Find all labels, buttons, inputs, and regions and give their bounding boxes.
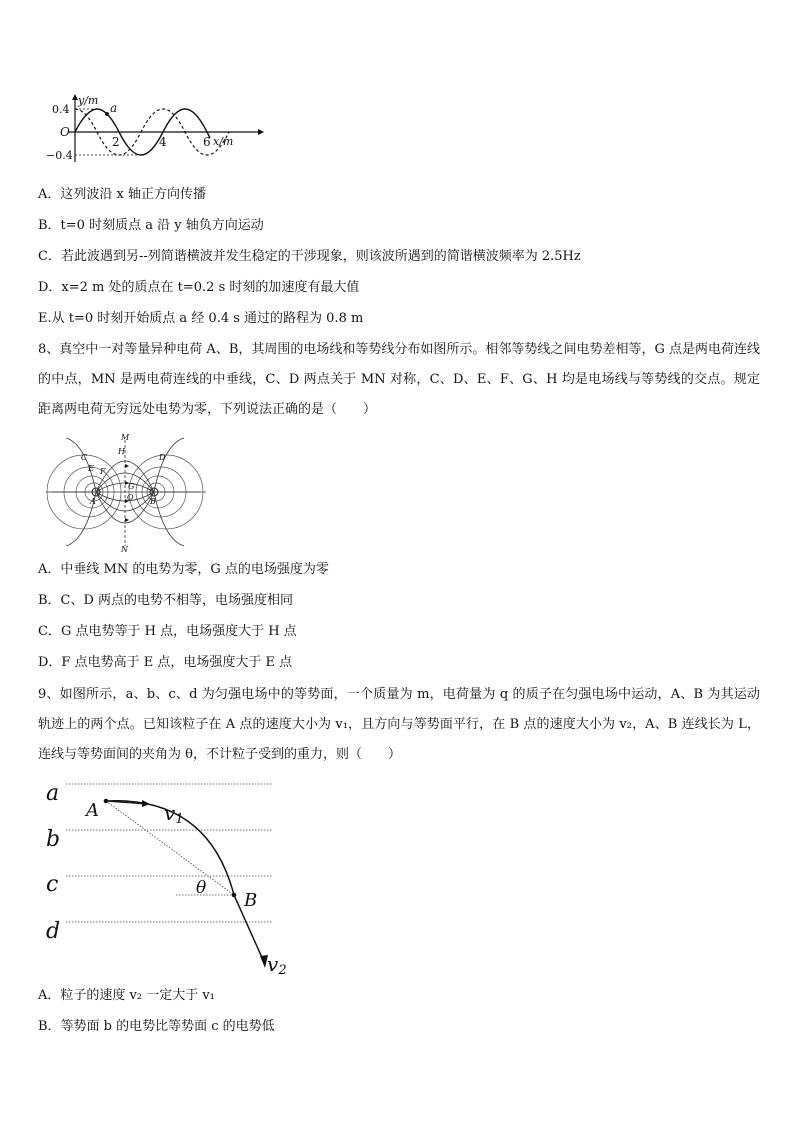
tick-x-6: 6	[203, 135, 211, 149]
field-lines-figure	[46, 434, 206, 552]
point-a-label: A	[86, 800, 99, 821]
v2-label: v2	[267, 952, 287, 978]
x-axis-arrow	[258, 129, 264, 135]
q9-stem: 9、如图所示，a、b、c、d 为匀强电场中的等势面，一个质量为 m，电荷量为 q 的质子在匀强电场中运动，A、B 为其运动轨迹上的两个点。已知该粒子在 A 点的速度大小为 v₁，且方向与等势面平行，在 B 点的速度大小为 v₂，A、B 连线长为 L，连线与等势面间的夹角为 θ，不计粒子受到的重力，则（ ）	[38, 687, 760, 762]
plane-label-c: c	[46, 872, 59, 897]
label-f: F	[100, 467, 106, 476]
label-d: D	[159, 453, 166, 462]
label-n: N	[121, 545, 128, 554]
label-g: G	[128, 482, 135, 491]
point-b	[232, 893, 237, 898]
tick-y-pos: 0.4	[52, 103, 70, 116]
label-c: C	[81, 453, 88, 462]
label-m: M	[121, 433, 130, 442]
q8-option-a: A．中垂线 MN 的电势为零，G 点的电场强度为零	[38, 562, 329, 577]
plane-label-a: a	[46, 781, 60, 806]
trajectory-figure	[38, 776, 298, 976]
origin-label: O	[60, 125, 70, 139]
label-h: H	[118, 447, 125, 456]
wave-figure	[38, 96, 278, 168]
q7-option-c: C．若此波遇到另--列简谐横波并发生稳定的干涉现象，则该波所遇到的简谐横波频率为 2.5Hz	[38, 249, 581, 264]
q7-option-d: D．x=2 m 处的质点在 t=0.2 s 时刻的加速度有最大值	[38, 280, 360, 295]
v1-arrowhead	[142, 800, 150, 807]
label-a: A	[90, 497, 96, 506]
point-a-dot	[105, 112, 109, 116]
y-axis-label: y/m	[78, 94, 99, 107]
point-b-label: B	[244, 890, 258, 911]
tick-y-neg: −0.4	[46, 149, 73, 162]
plane-label-d: d	[46, 919, 61, 944]
q7-option-b: B．t=0 时刻质点 a 沿 y 轴负方向运动	[38, 218, 264, 233]
q8-stem: 8、真空中一对等量异种电荷 A、B，其周围的电场线和等势线分布如图所示。相邻等势线之间电势差相等，G 点是两电荷连线的中点，MN 是两电荷连线的中垂线，C、D 两点关于 MN 对称，C、D、E、F、G、H 均是电场线与等势线的交点。规定距离两电荷无穷远处电势为零，下列说法正确的是（ ）	[38, 342, 760, 417]
trajectory	[106, 801, 264, 962]
q8-option-c: C．G 点电势等于 H 点，电场强度大于 H 点	[38, 624, 297, 639]
q8-option-b: B．C、D 两点的电势不相等，电场强度相同	[38, 593, 294, 608]
label-o: O	[127, 493, 134, 502]
v1-label: v1	[164, 801, 184, 827]
point-a	[104, 799, 109, 804]
x-axis-label: x/m	[213, 135, 234, 148]
tick-x-4: 4	[159, 135, 167, 149]
q9-option-b: B．等势面 b 的电势比等势面 c 的电势低	[38, 1019, 275, 1034]
label-b: B	[150, 497, 156, 506]
q9-option-a: A．粒子的速度 v₂ 一定大于 v₁	[38, 988, 215, 1003]
tick-x-2: 2	[112, 135, 120, 149]
label-e: E	[88, 464, 94, 473]
angle-label: θ	[196, 878, 207, 898]
q8-option-d: D．F 点电势高于 E 点，电场强度大于 E 点	[38, 655, 293, 670]
plane-label-b: b	[46, 827, 61, 852]
q7-option-e: E.从 t=0 时刻开始质点 a 经 0.4 s 通过的路程为 0.8 m	[38, 311, 364, 326]
q7-option-a: A．这列波沿 x 轴正方向传播	[38, 187, 206, 202]
point-a-label: a	[110, 101, 118, 115]
